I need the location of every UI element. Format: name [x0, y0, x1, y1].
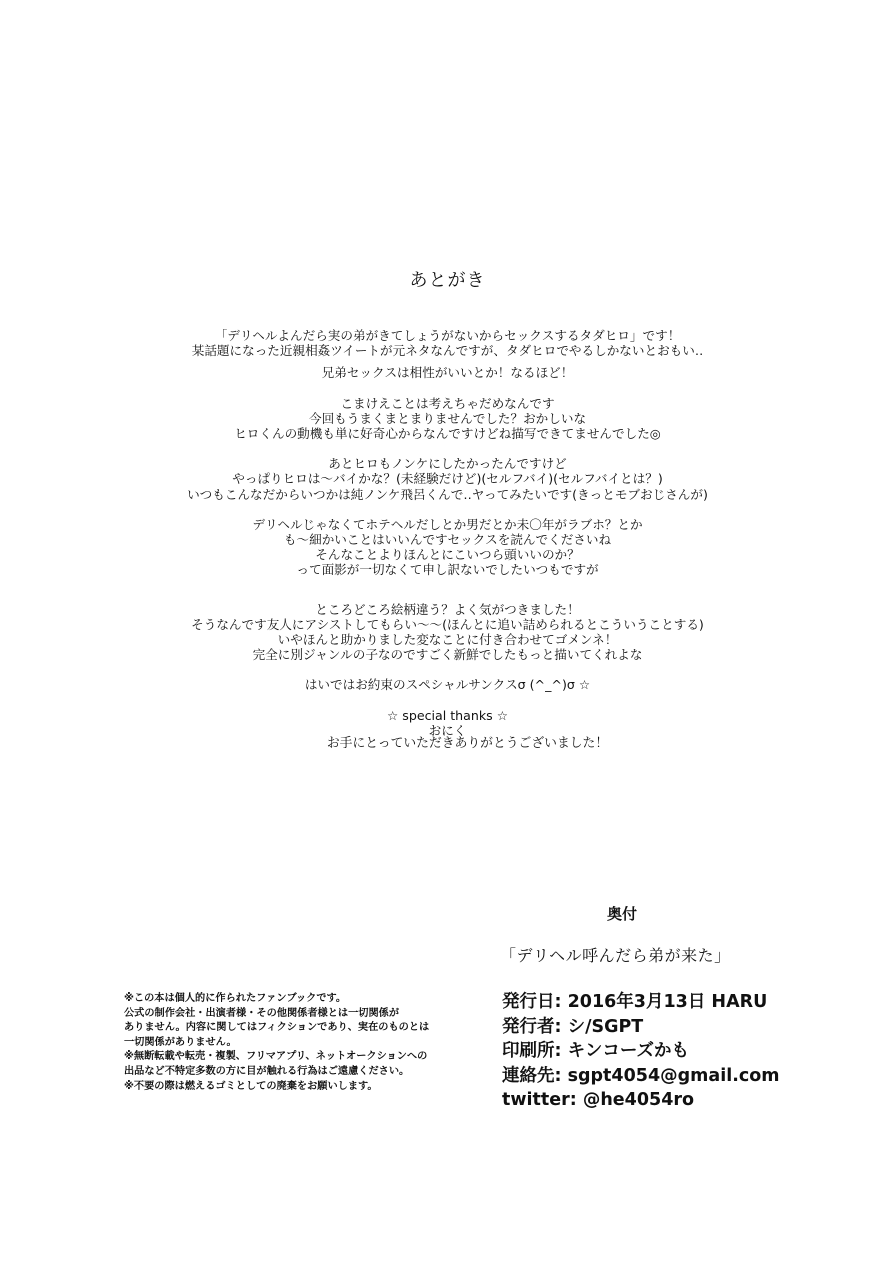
afterword-title: あとがき [409, 270, 486, 291]
contact-email: 連絡先: sgpt4054@gmail.com [502, 1065, 780, 1086]
disclaimer-line: ※この本は個人的に作られたファンブックです。 [124, 993, 347, 1004]
colophon-details [502, 990, 779, 1113]
afterword-line: 兄弟セックスは相性がいいとか！なるほど！ [321, 365, 574, 381]
special-thanks-intro: はいではお約束のスペシャルサンクスσ (^_^)σ ☆ [304, 677, 591, 693]
afterword-line: 今回もうまくまとまりませんでした？おかしいな [308, 410, 587, 426]
afterword-line: こまけえことは考えちゃだめなんです [340, 395, 555, 411]
afterword-line: いつもこんなだからいつかは純ノンケ飛呂くんで‥ヤってみたいです(きっとモブおじさんが) [187, 486, 708, 502]
twitter-handle: twitter: @he4054ro [502, 1090, 695, 1110]
closing-message: お手にとっていただきありがとうございました！ [326, 736, 609, 751]
afterword-line: そうなんです友人にアシストしてもらい〜〜(ほんとに追い詰められるとこういうことする) [191, 616, 704, 632]
afterword-line: って面影が一切なくて申し訳ないでしたいつもですが [296, 562, 599, 578]
special-thanks-name: おにく [428, 722, 467, 738]
colophon-heading: 奥付 [607, 905, 638, 923]
afterword-paragraph [40, 517, 855, 578]
afterword-line: も〜細かいことはいいんですセックスを読んでくださいね [283, 532, 612, 548]
afterword-line: ヒロくんの動機も単に好奇心からなんですけどね描写できてませんでした◎ [234, 426, 661, 442]
disclaimer-line: ありません。内容に関してはフィクションであり、実在のものとは [124, 1022, 430, 1034]
afterword-line: あとヒロもノンケにしたかったんですけど [328, 456, 567, 472]
disclaimer-line: ※不要の際は燃えるゴミとしての廃棄をお願いします。 [124, 1080, 378, 1092]
special-thanks-heading: ☆ special thanks ☆ [386, 707, 508, 723]
afterword-paragraph [40, 328, 855, 381]
afterword-line: 完全に別ジャンルの子なのですごく新鮮でしたもっと描いてくれよな [252, 647, 643, 663]
afterword-line: 某話題になった近親相姦ツイートが元ネタなんですが、タダヒロでやるしかないとおもい‥ [191, 343, 704, 359]
afterword-paragraph [40, 396, 855, 442]
disclaimer-line: 一切関係がありません。 [124, 1036, 237, 1048]
printer: 印刷所: キンコーズかも [502, 1041, 690, 1061]
disclaimer-line: 出品など不特定多数の方に目が触れる行為はご遠慮ください。 [124, 1065, 410, 1077]
afterword-line: そんなことよりほんとにこいつら頭いいのか？ [315, 547, 580, 563]
afterword-line: いやほんと助かりました変なことに付き合わせてゴメンネ！ [277, 632, 618, 648]
afterword-paragraph [40, 602, 855, 663]
afterword-paragraph [40, 456, 855, 502]
disclaimer-line: 公式の制作会社・出演者様・その他関係者様とは一切関係が [124, 1007, 400, 1019]
publisher: 発行者: シ/SGPT [502, 1016, 644, 1037]
afterword-paragraph [40, 677, 855, 692]
afterword-line: 「デリヘルよんだら実の弟がきてしょうがないからセックスするタダヒロ」です！ [214, 328, 681, 343]
disclaimer [124, 992, 429, 1094]
disclaimer-line: ※無断転載や転売・複製、フリマアプリ、ネットオークションへの [124, 1051, 428, 1063]
afterword-line: デリヘルじゃなくてホテヘルだしとか男だとか未〇年がラブホ？とか [252, 516, 643, 532]
colophon-book-title: 「デリヘル呼んだら弟が来た」 [500, 946, 731, 965]
afterword-line: ところどころ絵柄違う？よく気がつきました！ [315, 601, 580, 617]
publish-date: 発行日: 2016年3月13日 HARU [502, 992, 768, 1012]
afterword-line: やっぱりヒロは〜バイかな？(未経験だけど)(セルフバイ)(セルフバイとは？) [232, 471, 663, 487]
afterword-body [40, 328, 855, 753]
